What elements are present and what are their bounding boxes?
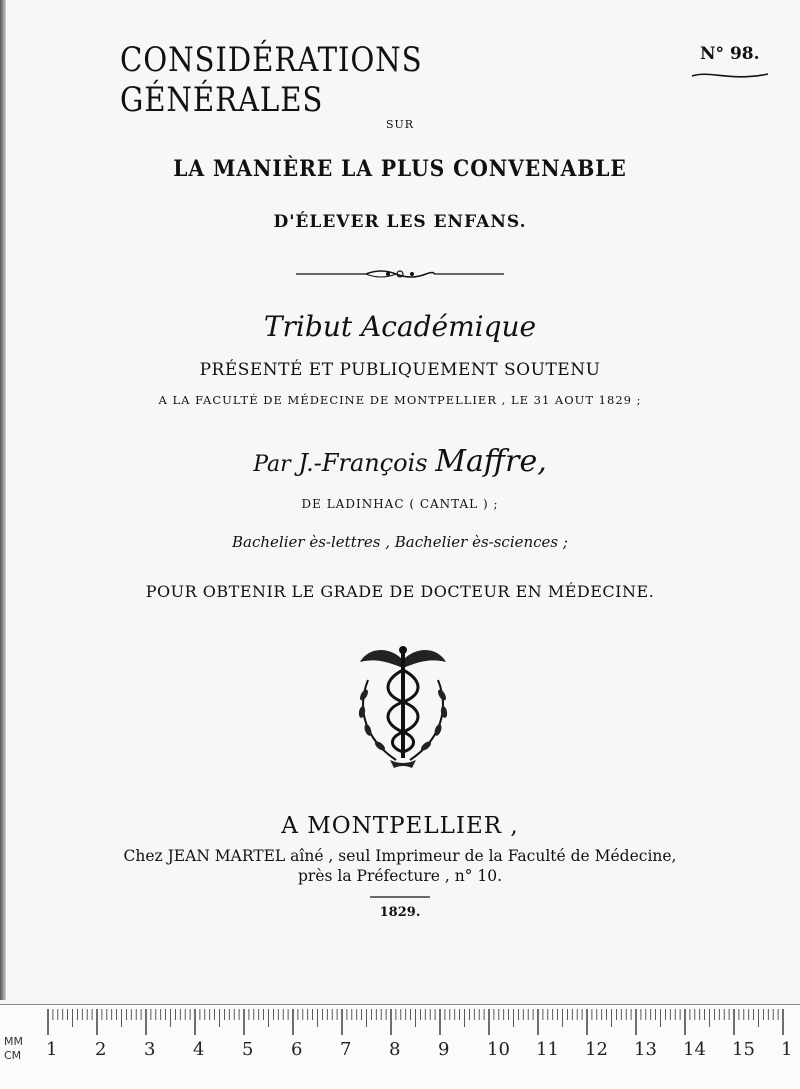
ruler-unit-mm: MM (4, 1035, 23, 1048)
ruler-number: 15 (732, 1039, 755, 1060)
thesis-number: N° 98. (700, 44, 760, 64)
subject-line-1: LA MANIÈRE LA PLUS CONVENABLE (173, 156, 627, 182)
ruler-unit-cm: CM (4, 1049, 22, 1062)
number-swash-icon (690, 70, 770, 82)
ruler-number: 11 (536, 1039, 559, 1060)
imprint-city: A MONTPELLIER , (281, 813, 519, 839)
author-line (0, 444, 800, 479)
author-first-name: J.-François (298, 449, 428, 477)
ruler-number: 5 (242, 1039, 254, 1060)
ruler-number: 2 (95, 1039, 107, 1060)
ruler-number: 6 (291, 1039, 303, 1060)
ruler-number: 1 (781, 1039, 793, 1060)
subject-line-2: D'ÉLEVER LES ENFANS. (273, 212, 527, 232)
degree-purpose: POUR OBTENIR LE GRADE DE DOCTEUR EN MÉDECINE. (145, 582, 655, 601)
author-degrees: Bachelier ès-lettres , Bachelier ès-sciences ; (232, 533, 568, 551)
ruler-number: 14 (683, 1039, 706, 1060)
document-title: CONSIDÉRATIONS GÉNÉRALES (120, 40, 423, 120)
ornamental-rule-icon (296, 268, 504, 280)
presentation-line: PRÉSENTÉ ET PUBLIQUEMENT SOUTENU (199, 360, 601, 380)
measuring-ruler (0, 1004, 800, 1089)
ruler-number: 12 (585, 1039, 608, 1060)
author-prefix: Par (253, 452, 291, 477)
ruler-number: 13 (634, 1039, 657, 1060)
faculty-date-line: A LA FACULTÉ DE MÉDECINE DE MONTPELLIER , LE 31 AOUT 1829 ; (158, 393, 642, 407)
tribut-heading: Tribut Académique (263, 310, 537, 343)
short-rule-icon (370, 895, 430, 899)
ruler-number: 4 (193, 1039, 205, 1060)
author-origin: DE LADINHAC ( CANTAL ) ; (301, 497, 499, 511)
caduceus-wreath-emblem-icon (348, 640, 458, 770)
subject-preposition: SUR (385, 118, 415, 131)
ruler-number: 10 (487, 1039, 510, 1060)
ruler-ticks (0, 1005, 800, 1039)
author-surname: Maffre, (435, 444, 547, 479)
ruler-number: 7 (340, 1039, 352, 1060)
imprint-year: 1829. (379, 905, 421, 920)
ruler-number: 8 (389, 1039, 401, 1060)
printer-line-2: près la Préfecture , n° 10. (298, 867, 502, 885)
ruler-number: 9 (438, 1039, 450, 1060)
ruler-number: 3 (144, 1039, 156, 1060)
printer-line-1: Chez JEAN MARTEL aîné , seul Imprimeur de la Faculté de Médecine, (123, 847, 677, 865)
ruler-number: 1 (46, 1039, 58, 1060)
